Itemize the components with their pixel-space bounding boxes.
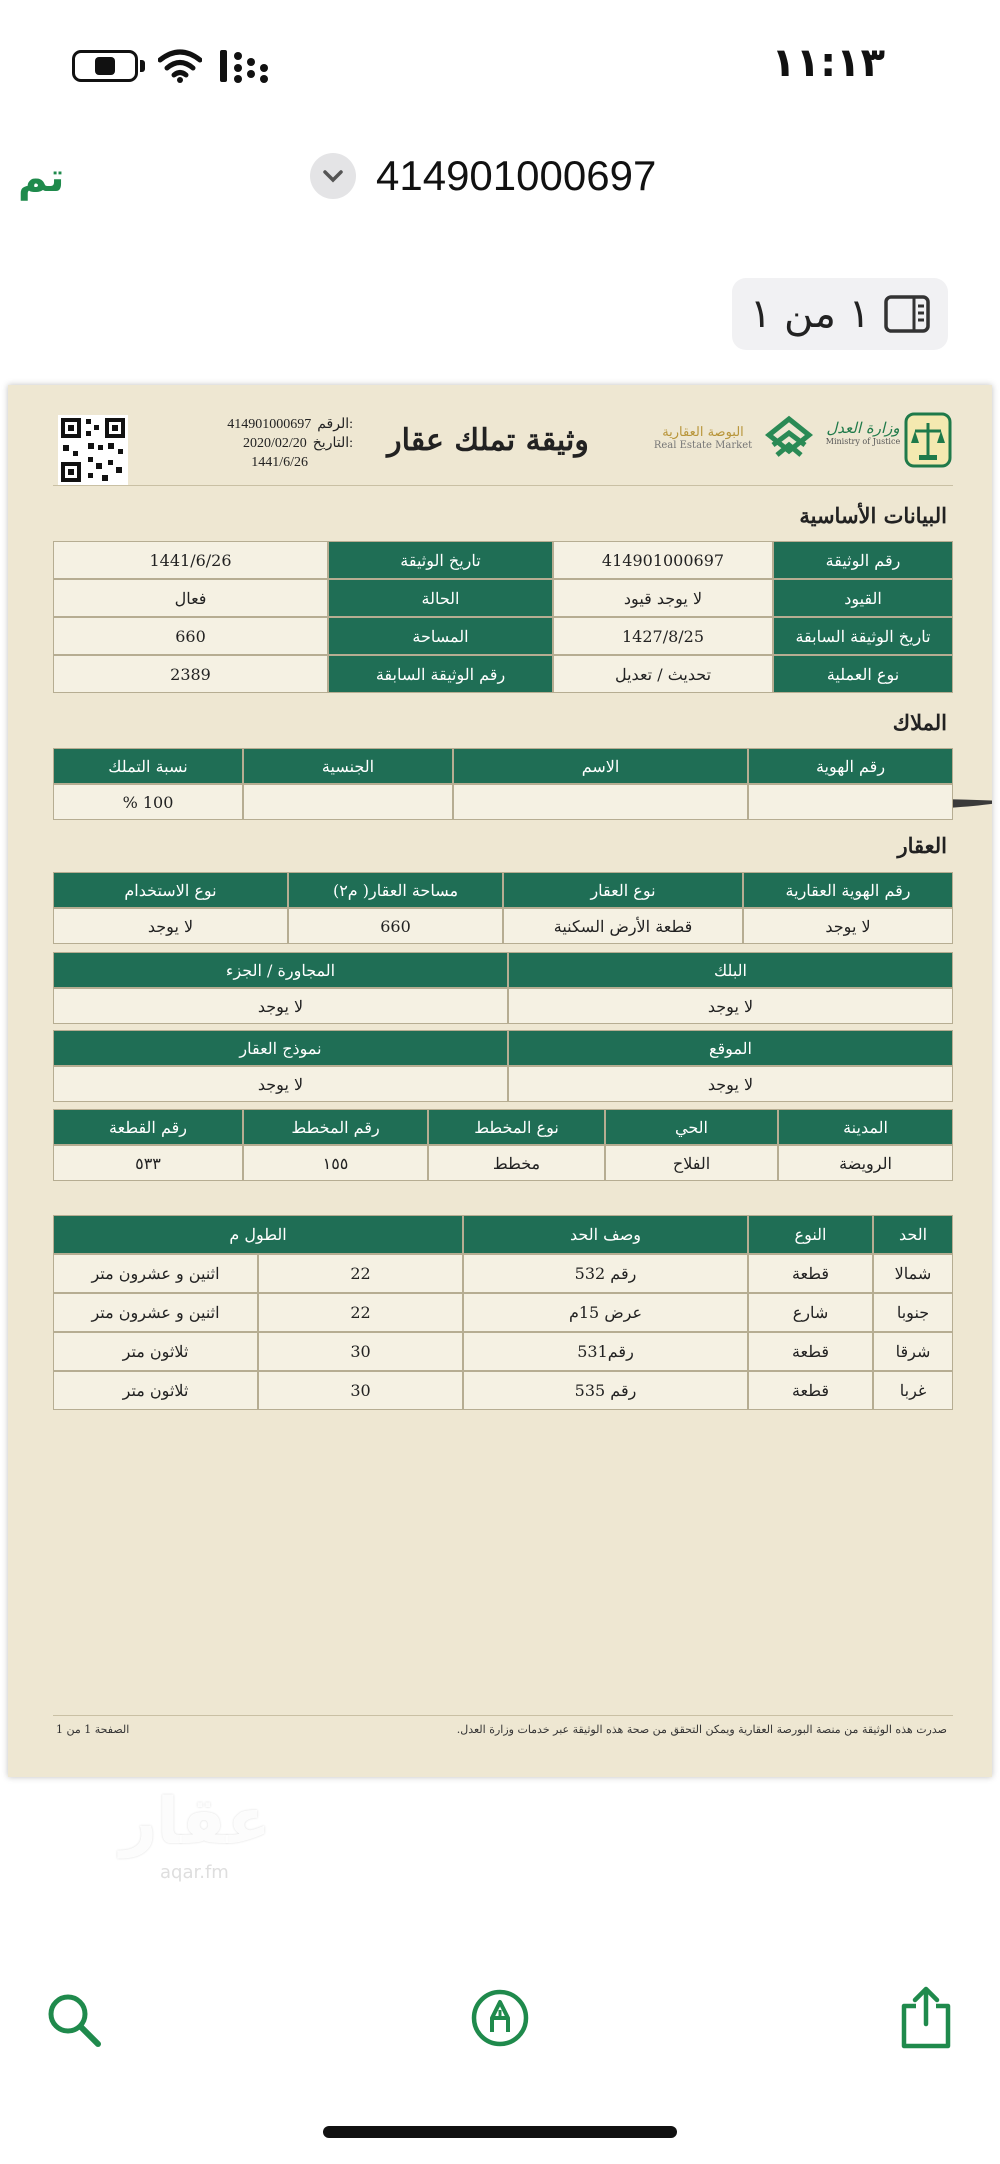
basic-value-cell: لا يوجد قيود xyxy=(553,579,773,617)
meta-date-hijri: 1441/6/26 xyxy=(251,455,308,470)
basic-value-cell: 2389 xyxy=(53,655,328,693)
property-header-cell: المجاورة / الجزء xyxy=(53,952,508,988)
property-value-cell: لا يوجد xyxy=(508,988,953,1024)
bounds-value-cell: 22 xyxy=(258,1254,463,1293)
document-heading: وثيقة تملك عقار xyxy=(387,423,589,458)
footer-divider xyxy=(53,1715,953,1716)
owners-header-cell: رقم الهوية xyxy=(748,748,953,784)
basic-label-cell: المساحة xyxy=(328,617,553,655)
home-indicator[interactable] xyxy=(323,2126,677,2138)
property-value-cell: 660 xyxy=(288,908,503,944)
basic-label-cell: القيود xyxy=(773,579,953,617)
bounds-value-cell: 30 xyxy=(258,1371,463,1410)
property-header-cell: المدينة xyxy=(778,1109,953,1145)
basic-label-cell: تاريخ الوثيقة xyxy=(328,541,553,579)
property-header-cell: نوع الاستخدام xyxy=(53,872,288,908)
property-value-cell: الرويضة xyxy=(778,1145,953,1181)
bounds-value-cell: رقم 532 xyxy=(463,1254,748,1293)
meta-date-label: التاريخ: xyxy=(312,436,353,451)
bounds-value-cell: 30 xyxy=(258,1332,463,1371)
property-header-cell: نموذج العقار xyxy=(53,1030,508,1066)
bounds-value-cell: رقم531 xyxy=(463,1332,748,1371)
owners-value-cell xyxy=(453,784,748,820)
footer-note: صدرت هذه الوثيقة من منصة البورصة العقارية ويمكن التحقق من صحة هذه الوثيقة عبر خدمات وزارة العدل. xyxy=(456,1723,947,1736)
basic-value-cell: فعال xyxy=(53,579,328,617)
page-counter-label: ١ من ١ xyxy=(749,291,871,337)
owners-header-cell: نسبة التملك xyxy=(53,748,243,784)
bounds-header-cell: الطول م xyxy=(53,1215,463,1254)
bounds-value-cell: جنوبا xyxy=(873,1293,953,1332)
basic-value-cell: 1427/8/25 xyxy=(553,617,773,655)
bounds-value-cell: 22 xyxy=(258,1293,463,1332)
basic-label-cell: الحالة xyxy=(328,579,553,617)
property-value-cell: لا يوجد xyxy=(743,908,953,944)
qr-code-icon xyxy=(58,415,128,485)
property-value-cell: لا يوجد xyxy=(53,908,288,944)
property-value-cell: مخطط xyxy=(428,1145,605,1181)
bounds-value-cell: رقم 535 xyxy=(463,1371,748,1410)
property-value-cell: ٥٣٣ xyxy=(53,1145,243,1181)
owners-value-cell xyxy=(748,784,953,820)
ministry-logo xyxy=(823,419,903,446)
bounds-value-cell: قطعة xyxy=(748,1371,873,1410)
logo-right-en: Ministry of Justice xyxy=(825,437,901,446)
meta-number: 414901000697 xyxy=(227,417,312,432)
owners-header-cell: الاسم xyxy=(453,748,748,784)
bounds-value-cell: شمالا xyxy=(873,1254,953,1293)
logo-left-en: Real Estate Market xyxy=(653,440,753,451)
bounds-value-cell: ثلاثون متر xyxy=(53,1332,258,1371)
property-header-cell: رقم المخطط xyxy=(243,1109,428,1145)
owners-header-cell: الجنسية xyxy=(243,748,453,784)
search-icon[interactable] xyxy=(44,1990,104,2050)
property-header-cell: الحي xyxy=(605,1109,778,1145)
wifi-icon xyxy=(158,48,202,84)
bottom-toolbar xyxy=(0,1960,1000,2090)
battery-tip xyxy=(140,60,145,72)
bounds-value-cell: ثلاثون متر xyxy=(53,1371,258,1410)
property-value-cell: الفلاح xyxy=(605,1145,778,1181)
property-title: العقار xyxy=(897,833,947,858)
markup-pen-icon[interactable] xyxy=(470,1988,530,2048)
status-bar xyxy=(0,0,1000,130)
document-page xyxy=(8,385,992,1777)
basic-data-title: البيانات الأساسية xyxy=(799,503,947,528)
bounds-value-cell: عرض 15م xyxy=(463,1293,748,1332)
basic-value-cell: تحديث / تعديل xyxy=(553,655,773,693)
done-button[interactable]: تم xyxy=(18,155,65,201)
meta-date-gregorian: 2020/02/20 xyxy=(242,436,307,451)
bounds-value-cell: غربا xyxy=(873,1371,953,1410)
owners-title: الملاك xyxy=(892,710,947,735)
basic-label-cell: نوع العملية xyxy=(773,655,953,693)
real-estate-market-logo xyxy=(648,425,758,451)
page-thumbnails-button[interactable] xyxy=(732,278,948,350)
bounds-value-cell: شارع xyxy=(748,1293,873,1332)
property-value-cell: لا يوجد xyxy=(53,1066,508,1102)
document-meta xyxy=(138,415,353,472)
cellular-signal-icon xyxy=(218,48,272,84)
property-header-cell: نوع العقار xyxy=(503,872,743,908)
bounds-header-cell: وصف الحد xyxy=(463,1215,748,1254)
market-emblem-icon xyxy=(763,413,815,465)
document-title: 414901000697 xyxy=(376,152,657,199)
basic-value-cell: 414901000697 xyxy=(553,541,773,579)
owners-value-cell: 100 % xyxy=(53,784,243,820)
ministry-emblem-icon xyxy=(903,411,953,469)
bounds-value-cell: اثنين و عشرون متر xyxy=(53,1254,258,1293)
meta-number-label: الرقم: xyxy=(317,417,353,432)
bounds-value-cell: قطعة xyxy=(748,1254,873,1293)
basic-value-cell: 660 xyxy=(53,617,328,655)
property-header-cell: رقم القطعة xyxy=(53,1109,243,1145)
battery-icon xyxy=(72,50,138,82)
header-divider xyxy=(53,485,953,486)
property-header-cell: البلك xyxy=(508,952,953,988)
document-title-menu[interactable] xyxy=(310,152,656,200)
footer-page: الصفحة 1 من 1 xyxy=(56,1723,130,1736)
property-header-cell: رقم الهوية العقارية xyxy=(743,872,953,908)
basic-value-cell: 1441/6/26 xyxy=(53,541,328,579)
owners-value-cell xyxy=(243,784,453,820)
property-value-cell: لا يوجد xyxy=(508,1066,953,1102)
watermark-en: aqar.fm xyxy=(160,1862,229,1883)
property-header-cell: نوع المخطط xyxy=(428,1109,605,1145)
bounds-header-cell: النوع xyxy=(748,1215,873,1254)
property-value-cell: لا يوجد xyxy=(53,988,508,1024)
property-header-cell: مساحة العقار( م٢) xyxy=(288,872,503,908)
bounds-value-cell: قطعة xyxy=(748,1332,873,1371)
watermark-ar: عقار xyxy=(120,1785,271,1859)
chevron-down-icon[interactable] xyxy=(310,153,356,199)
basic-label-cell: رقم الوثيقة xyxy=(773,541,953,579)
status-clock: ١١:١٣ xyxy=(771,40,885,86)
share-icon[interactable] xyxy=(898,1984,954,2050)
sidebar-icon xyxy=(884,295,930,333)
basic-label-cell: تاريخ الوثيقة السابقة xyxy=(773,617,953,655)
bounds-header-cell: الحد xyxy=(873,1215,953,1254)
property-value-cell: ١٥٥ xyxy=(243,1145,428,1181)
property-value-cell: قطعة الأرض السكنية xyxy=(503,908,743,944)
basic-label-cell: رقم الوثيقة السابقة xyxy=(328,655,553,693)
logo-left-label: البوصة العقارية xyxy=(662,425,744,440)
bounds-value-cell: اثنين و عشرون متر xyxy=(53,1293,258,1332)
bounds-value-cell: شرقا xyxy=(873,1332,953,1371)
property-header-cell: الموقع xyxy=(508,1030,953,1066)
logo-right-label: وزارة العدل xyxy=(826,419,900,437)
